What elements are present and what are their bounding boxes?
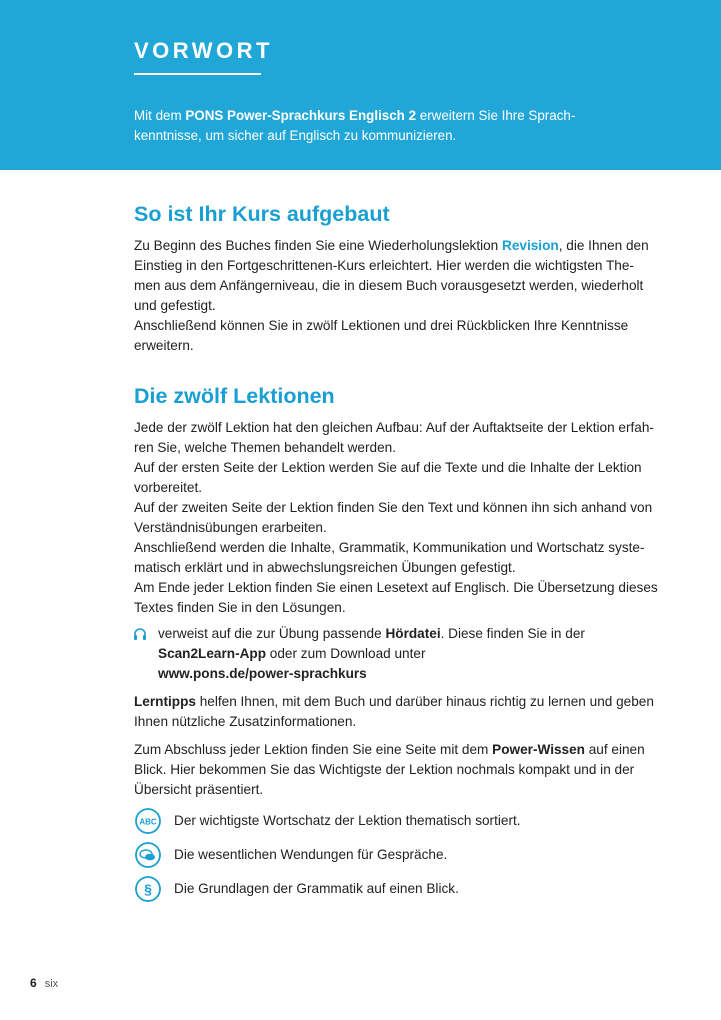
lessons-line: Textes finden Sie in den Lösungen. (134, 600, 346, 615)
end-l2: Blick. Hier bekommen Sie das Wichtigste der Lektion nochmals kompakt und in der (134, 762, 635, 777)
p1-l4: und gefestigt. (134, 298, 216, 313)
paragraph-icon-glyph: § (144, 881, 152, 897)
end-l3: Übersicht präsentiert. (134, 782, 264, 797)
tips-l1-rest: helfen Ihnen, mit dem Buch und darüber hinaus richtig zu lernen und geben (195, 694, 654, 709)
lessons-line: Am Ende jeder Lektion finden Sie einen Lesetext auf Englisch. Die Übersetzung dieses (134, 580, 658, 595)
lessons-line: Auf der zweiten Seite der Lektion finden Sie den Text und können ihn sich anhand von (134, 500, 653, 515)
lessons-line: Auf der ersten Seite der Lektion werden Sie auf die Texte und die Inhalte der Lektion (134, 460, 642, 475)
p2-l1: Anschließend können Sie in zwölf Lektionen und drei Rückblicken Ihre Kenntnisse (134, 318, 629, 333)
power-wissen-keyword: Power-Wissen (492, 742, 585, 757)
audio-text (134, 624, 679, 684)
p1-pre: Zu Beginn des Buches finden Sie eine Wiederholungslektion (134, 238, 503, 253)
lessons-line: Jede der zwölf Lektion hat den gleichen Aufbau: Auf der Auftaktseite der Lektion erfah- (134, 420, 654, 435)
abc-icon-label: ABC (139, 817, 157, 827)
lessons-line: ren Sie, welche Themen behandelt werden. (134, 440, 396, 455)
header-banner (0, 0, 721, 170)
audio-pre: verweist auf die zur Übung passende (158, 626, 386, 641)
lessons-line: Verständnisübungen erarbeiten. (134, 520, 327, 535)
p1-l1-rest: , die Ihnen den (558, 238, 649, 253)
title-underline (134, 73, 261, 75)
end-l1-pre: Zum Abschluss jeder Lektion finden Sie eine Seite mit dem (134, 742, 493, 757)
main-content (134, 200, 679, 906)
p2-l2: erweitern. (134, 338, 194, 353)
revision-keyword: Revision (502, 238, 559, 253)
page-number-word: six (44, 978, 59, 990)
summary-paragraph (134, 740, 679, 800)
headphones-icon (132, 626, 148, 642)
intro-line2: kenntnisse, um sicher auf Englisch zu kommunizieren. (134, 128, 457, 143)
paragraph-icon (134, 875, 162, 903)
feature-row-grammar (134, 872, 679, 906)
page-number: 6 (30, 976, 37, 990)
p1-l3: men aus dem Anfängerniveau, die in diesem Buch vorausgesetzt werden, wiederholt (134, 278, 644, 293)
download-url[interactable]: www.pons.de/power-sprachkurs (158, 666, 367, 681)
feature-row-vocabulary (134, 804, 679, 838)
tips-keyword: Lerntipps (134, 694, 196, 709)
p1-l2: Einstieg in den Fortgeschrittenen-Kurs erleichtert. Hier werden die wichtigsten The- (134, 258, 634, 273)
speech-bubbles-icon (134, 841, 162, 869)
abc-icon (134, 807, 162, 835)
section-heading-structure: So ist Ihr Kurs aufgebaut (134, 202, 390, 226)
lessons-line: matisch erklärt und in abwechslungsreichen Übungen gefestigt. (134, 560, 516, 575)
audio-app-rest: oder zum Download unter (266, 646, 426, 661)
structure-paragraph (134, 236, 679, 356)
intro-line1-rest: erweitern Sie Ihre Sprach- (416, 108, 576, 123)
lessons-line: vorbereitet. (134, 480, 203, 495)
end-l1-rest: auf einen (584, 742, 645, 757)
lessons-line: Anschließend werden die Inhalte, Grammatik, Kommunikation und Wortschatz syste- (134, 540, 645, 555)
feature-text: Die Grundlagen der Grammatik auf einen Blick. (174, 881, 459, 896)
intro-product-name: PONS Power-Sprachkurs Englisch 2 (185, 108, 417, 123)
audio-note (134, 624, 679, 684)
lessons-paragraph (134, 418, 679, 618)
feature-text: Die wesentlichen Wendungen für Gespräche. (174, 847, 448, 862)
app-name: Scan2Learn-App (158, 646, 267, 661)
intro-pre: Mit dem (134, 108, 186, 123)
audio-rest: . Diese finden Sie in der (440, 626, 585, 641)
tips-l2: Ihnen nützliche Zusatzinformationen. (134, 714, 357, 729)
tips-paragraph (134, 692, 679, 732)
feature-text: Der wichtigste Wortschatz der Lektion thematisch sortiert. (174, 813, 521, 828)
page-footer (30, 976, 58, 990)
intro-text (134, 106, 614, 146)
section-heading-lessons: Die zwölf Lektionen (134, 384, 335, 408)
page-title: VORWORT (134, 38, 273, 63)
audio-file-keyword: Hördatei (385, 626, 441, 641)
feature-row-phrases (134, 838, 679, 872)
